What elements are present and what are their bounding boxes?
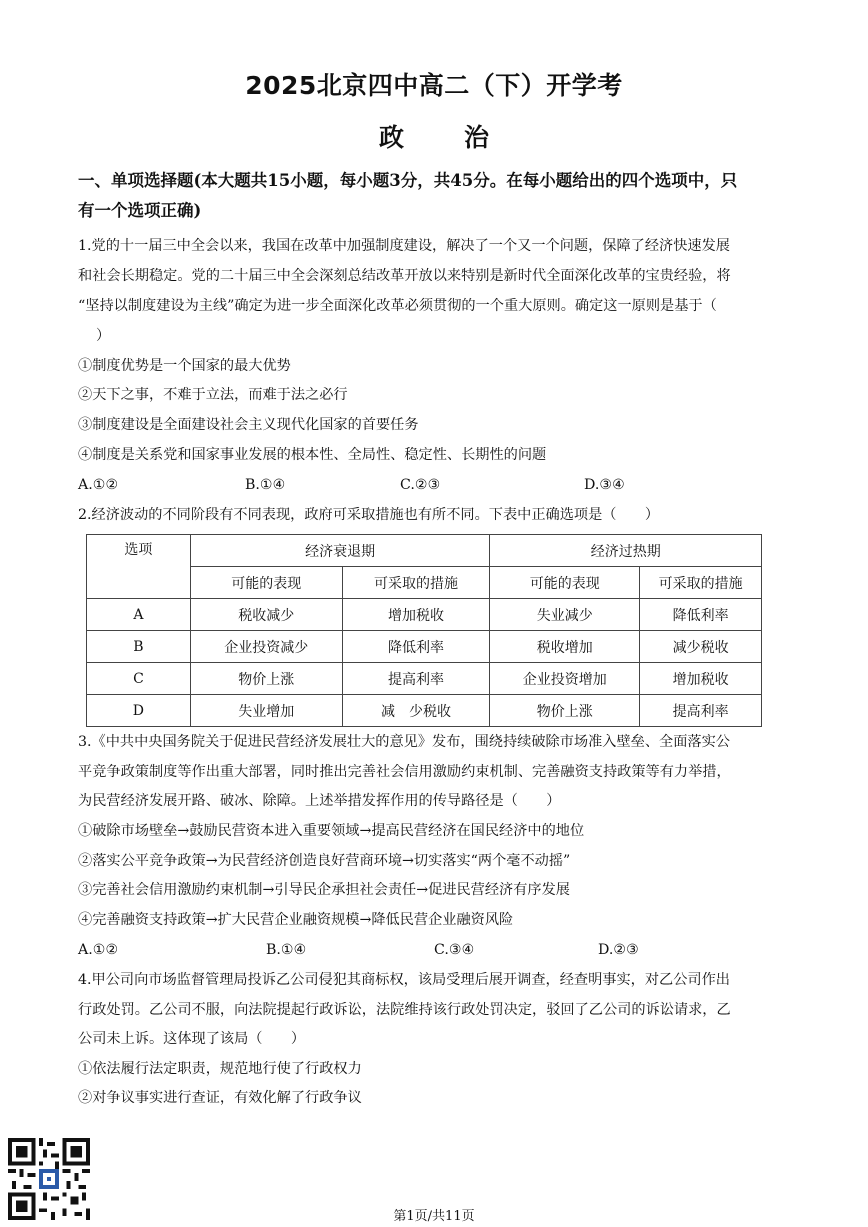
q1-option-d[interactable]: D.③④ bbox=[584, 477, 625, 493]
table-cell: 物价上涨 bbox=[190, 663, 342, 695]
q3-item: ②落实公平竞争政策→为民营经济创造良好营商环境→切实落实“两个毫不动摇” bbox=[78, 853, 571, 869]
table-cell: 失业增加 bbox=[190, 695, 342, 727]
table-cell: 提高利率 bbox=[342, 663, 490, 695]
q3-option-c[interactable]: C.③④ bbox=[434, 942, 475, 958]
table-cell: 失业减少 bbox=[490, 599, 640, 631]
q4-stem-line: 行政处罚。乙公司不服，向法院提起行政诉讼，法院维持该行政处罚决定，驳回了乙公司的诉讼请求，乙 bbox=[78, 1002, 731, 1018]
table-cell: 增加税收 bbox=[640, 663, 762, 695]
q1-option-a[interactable]: A.①② bbox=[78, 477, 119, 493]
table-cell: B bbox=[87, 631, 191, 663]
section-heading-line1: 一、单项选择题(本大题共15小题，每小题3分，共45分。在每小题给出的四个选项中，只 bbox=[78, 171, 738, 190]
exam-subject: 政治 bbox=[378, 123, 549, 152]
q4-item: ①依法履行法定职责，规范地行使了行政权力 bbox=[78, 1061, 362, 1077]
q4-item: ②对争议事实进行查证，有效化解了行政争议 bbox=[78, 1090, 362, 1106]
q3-stem-line: 平竞争政策制度等作出重大部署，同时推出完善社会信用激励约束机制、完善融资支持政策等有力举措， bbox=[78, 764, 731, 780]
table-cell: C bbox=[87, 663, 191, 695]
q1-item: ④制度是关系党和国家事业发展的根本性、全局性、稳定性、长期性的问题 bbox=[78, 447, 547, 463]
table-cell: 增加税收 bbox=[342, 599, 490, 631]
table-cell: A bbox=[87, 599, 191, 631]
section-heading bbox=[78, 166, 794, 226]
table-subheader: 可采取的措施 bbox=[640, 567, 762, 599]
q1-stem-line: “坚持以制度建设为主线”确定为进一步全面深化改革必须贯彻的一个重大原则。确定这一原则是基于（ bbox=[78, 298, 717, 314]
table-cell: 提高利率 bbox=[640, 695, 762, 727]
q2-table bbox=[86, 534, 762, 727]
q2-stem: 2.经济波动的不同阶段有不同表现，政府可采取措施也有所不同。下表中正确选项是（ ） bbox=[78, 507, 660, 523]
q4-stem-line: 公司未上诉。这体现了该局（ ） bbox=[78, 1031, 306, 1047]
section-heading-line2: 有一个选项正确) bbox=[78, 201, 202, 220]
table-cell: 物价上涨 bbox=[490, 695, 640, 727]
table-cell: 企业投资减少 bbox=[190, 631, 342, 663]
q1-item: ①制度优势是一个国家的最大优势 bbox=[78, 358, 291, 374]
exam-title: 2025北京四中高二（下）开学考 bbox=[245, 71, 623, 100]
table-subheader: 可采取的措施 bbox=[342, 567, 490, 599]
q3-option-a[interactable]: A.①② bbox=[78, 942, 119, 958]
q3-item: ①破除市场壁垒→鼓励民营资本进入重要领域→提高民营经济在国民经济中的地位 bbox=[78, 823, 585, 839]
page-number: 第1页/共11页 bbox=[393, 1209, 475, 1224]
q3-option-d[interactable]: D.②③ bbox=[598, 942, 639, 958]
q3-stem-line: 为民营经济发展开路、破冰、除障。上述举措发挥作用的传导路径是（ ） bbox=[78, 793, 561, 809]
q3-item: ③完善社会信用激励约束机制→引导民企承担社会责任→促进民营经济有序发展 bbox=[78, 882, 570, 898]
table-subheader: 可能的表现 bbox=[490, 567, 640, 599]
q1-option-b[interactable]: B.①④ bbox=[245, 477, 286, 493]
table-cell: 降低利率 bbox=[640, 599, 762, 631]
table-row bbox=[87, 663, 762, 695]
q1-stem-line: 1.党的十一届三中全会以来，我国在改革中加强制度建设，解决了一个又一个问题，保障了经济快速发展 bbox=[78, 238, 730, 254]
table-cell: 减少税收 bbox=[640, 631, 762, 663]
table-header-option: 选项 bbox=[87, 535, 191, 599]
table-cell: 税收增加 bbox=[490, 631, 640, 663]
table-cell: 税收减少 bbox=[190, 599, 342, 631]
q1-option-c[interactable]: C.②③ bbox=[400, 477, 441, 493]
q4-stem-line: 4.甲公司向市场监督管理局投诉乙公司侵犯其商标权，该局受理后展开调查，经查明事实，对乙公司作出 bbox=[78, 972, 730, 988]
table-row bbox=[87, 599, 762, 631]
q1-stem-line: 和社会长期稳定。党的二十届三中全会深刻总结改革开放以来特别是新时代全面深化改革的宝贵经验，将 bbox=[78, 268, 731, 284]
table-header-overheating: 经济过热期 bbox=[490, 535, 762, 567]
table-cell: D bbox=[87, 695, 191, 727]
q3-option-b[interactable]: B.①④ bbox=[266, 942, 307, 958]
table-cell: 减 少税收 bbox=[342, 695, 490, 727]
table-subheader: 可能的表现 bbox=[190, 567, 342, 599]
table-row bbox=[87, 631, 762, 663]
q1-stem-line: ） bbox=[78, 328, 111, 344]
table-row bbox=[87, 695, 762, 727]
table-cell: 降低利率 bbox=[342, 631, 490, 663]
q3-item: ④完善融资支持政策→扩大民营企业融资规模→降低民营企业融资风险 bbox=[78, 912, 514, 928]
table-cell: 企业投资增加 bbox=[490, 663, 640, 695]
q3-stem-line: 3.《中共中央国务院关于促进民营经济发展壮大的意见》发布，围绕持续破除市场准入壁垒、全面落实公 bbox=[78, 734, 730, 750]
q1-item: ③制度建设是全面建设社会主义现代化国家的首要任务 bbox=[78, 417, 419, 433]
table-header-recession: 经济衰退期 bbox=[190, 535, 490, 567]
q1-item: ②天下之事，不难于立法，而难于法之必行 bbox=[78, 387, 348, 403]
